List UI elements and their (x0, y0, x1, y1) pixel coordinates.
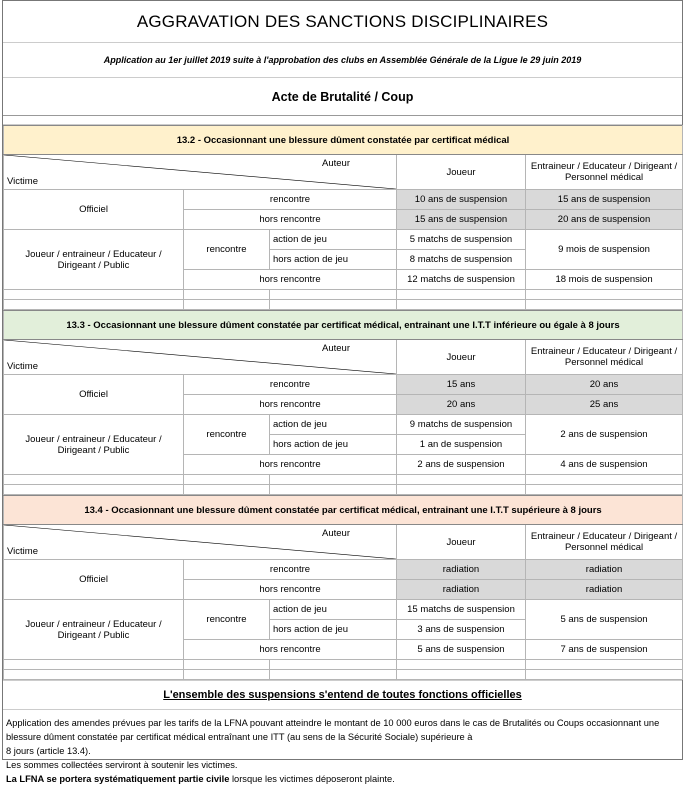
auteur-victime-header (4, 525, 397, 560)
spacer-cell (270, 475, 397, 485)
auteur-victime-header (4, 340, 397, 375)
sanction-table (3, 125, 683, 310)
spacer-cell (526, 300, 683, 310)
notes-heading: L'ensemble des suspensions s'entend de toutes fonctions officielles (3, 680, 682, 710)
cell-value: radiation (397, 560, 526, 580)
joueur-column-header: Joueur (397, 155, 526, 190)
entraineur-column-header: Entraineur / Educateur / Dirigeant / Personnel médical (526, 340, 683, 375)
entraineur-column-header: Entraineur / Educateur / Dirigeant / Personnel médical (526, 155, 683, 190)
sanction-table (3, 495, 683, 680)
spacer-cell (184, 300, 270, 310)
section-header-row (4, 126, 683, 155)
section-header: 13.3 - Occasionnant une blessure dûment constatée par certificat médical, entrainant une I.T.T inférieure ou égale à 8 jours (4, 311, 683, 340)
cell-value: 4 ans de suspension (526, 455, 683, 475)
cell-value: 15 ans de suspension (526, 190, 683, 210)
auteur-label: Auteur (322, 343, 350, 354)
auteur-label: Auteur (322, 158, 350, 169)
cell-value: 2 ans de suspension (397, 455, 526, 475)
note-text: 8 jours (article 13.4). (6, 746, 91, 756)
auteur-label: Auteur (322, 528, 350, 539)
cell-value: 18 mois de suspension (526, 270, 683, 290)
page-subtitle: Application au 1er juillet 2019 suite à l'approbation des clubs en Assemblée Générale de la Ligue le 29 juin 2019 (3, 43, 682, 78)
spacer-cell (270, 670, 397, 680)
spacer-cell (4, 485, 184, 495)
rencontre-label: rencontre (184, 560, 397, 580)
table-row (4, 600, 683, 620)
spacer-cell (526, 660, 683, 670)
cell-value: 15 ans (397, 375, 526, 395)
victime-label: Victime (7, 361, 38, 372)
officiel-label: Officiel (4, 375, 184, 415)
cell-value: 20 ans de suspension (526, 210, 683, 230)
cell-value: radiation (526, 560, 683, 580)
spacer-cell (397, 300, 526, 310)
spacer-cell (270, 660, 397, 670)
note-line (6, 744, 679, 758)
hors-rencontre-label: hors rencontre (184, 395, 397, 415)
cell-value: 15 ans de suspension (397, 210, 526, 230)
spacer-cell (270, 485, 397, 495)
hors-action-jeu-label: hors action de jeu (270, 250, 397, 270)
column-header-row (4, 155, 683, 190)
rencontre-label: rencontre (184, 375, 397, 395)
cell-value: 3 ans de suspension (397, 620, 526, 640)
entraineur-column-header: Entraineur / Educateur / Dirigeant / Personnel médical (526, 525, 683, 560)
sanction-table (3, 310, 683, 495)
table-row (4, 560, 683, 580)
section-header-row (4, 311, 683, 340)
spacer-cell (397, 660, 526, 670)
spacer-cell (4, 300, 184, 310)
hors-rencontre-label: hors rencontre (184, 640, 397, 660)
spacer-cell (270, 290, 397, 300)
spacer-cell (526, 670, 683, 680)
rencontre-label: rencontre (184, 415, 270, 455)
hors-rencontre-label: hors rencontre (184, 210, 397, 230)
spacer-cell (526, 485, 683, 495)
auteur-victime-header (4, 155, 397, 190)
section-header: 13.4 - Occasionnant une blessure dûment constatée par certificat médical, entrainant une I.T.T supérieure à 8 jours (4, 496, 683, 525)
cell-value: 20 ans (397, 395, 526, 415)
note-line (6, 772, 679, 786)
act-title: Acte de Brutalité / Coup (3, 78, 682, 116)
spacer-cell (397, 475, 526, 485)
cell-value: 8 matchs de suspension (397, 250, 526, 270)
action-jeu-label: action de jeu (270, 230, 397, 250)
table-row (4, 375, 683, 395)
victime-label: Victime (7, 176, 38, 187)
joueur-column-header: Joueur (397, 340, 526, 375)
note-text: Application des amendes prévues par les tarifs de la LFNA pouvant atteindre le montant de 10 000 euros dans le cas de Brutalités ou Coups occasionnant une blessure dûment constatée par certificat médical entraînant une ITT (au sens de la Sécurité Sociale) supérieure à (6, 718, 660, 742)
spacer-cell (184, 475, 270, 485)
note-text: lorsque les victimes déposeront plainte. (229, 774, 395, 784)
spacer-cell (184, 485, 270, 495)
cell-value: 12 matchs de suspension (397, 270, 526, 290)
spacer-cell (526, 290, 683, 300)
spacer-row (4, 475, 683, 485)
cell-value: 20 ans (526, 375, 683, 395)
rencontre-label: rencontre (184, 600, 270, 640)
action-jeu-label: action de jeu (270, 600, 397, 620)
spacer-row (4, 300, 683, 310)
page-title: AGGRAVATION DES SANCTIONS DISCIPLINAIRES (3, 1, 682, 43)
sections-container (3, 125, 682, 680)
victime-label: Victime (7, 546, 38, 557)
hors-rencontre-label: hors rencontre (184, 270, 397, 290)
cell-value: 25 ans (526, 395, 683, 415)
spacer-cell (397, 290, 526, 300)
cell-value: 5 ans de suspension (526, 600, 683, 640)
section-header: 13.2 - Occasionnant une blessure dûment constatée par certificat médical (4, 126, 683, 155)
cell-value: 1 an de suspension (397, 435, 526, 455)
officiel-label: Officiel (4, 190, 184, 230)
joueur-public-label: Joueur / entraineur / Educateur / Dirigeant / Public (4, 600, 184, 660)
section-header-row (4, 496, 683, 525)
cell-value: 9 mois de suspension (526, 230, 683, 270)
note-line (6, 716, 679, 744)
cell-value: 2 ans de suspension (526, 415, 683, 455)
officiel-label: Officiel (4, 560, 184, 600)
hors-action-jeu-label: hors action de jeu (270, 620, 397, 640)
joueur-public-label: Joueur / entraineur / Educateur / Dirigeant / Public (4, 415, 184, 475)
hors-rencontre-label: hors rencontre (184, 455, 397, 475)
note-line (6, 758, 679, 772)
rencontre-label: rencontre (184, 190, 397, 210)
column-header-row (4, 525, 683, 560)
cell-value: 15 matchs de suspension (397, 600, 526, 620)
spacer-cell (4, 660, 184, 670)
spacer-cell (4, 475, 184, 485)
spacer-cell (184, 290, 270, 300)
hors-action-jeu-label: hors action de jeu (270, 435, 397, 455)
spacer-row (4, 290, 683, 300)
spacer-row (4, 660, 683, 670)
spacer-cell (4, 670, 184, 680)
cell-value: 10 ans de suspension (397, 190, 526, 210)
spacer (3, 116, 682, 125)
cell-value: radiation (397, 580, 526, 600)
spacer-row (4, 485, 683, 495)
rencontre-label: rencontre (184, 230, 270, 270)
spacer-cell (397, 485, 526, 495)
table-row (4, 415, 683, 435)
action-jeu-label: action de jeu (270, 415, 397, 435)
cell-value: 5 ans de suspension (397, 640, 526, 660)
cell-value: radiation (526, 580, 683, 600)
spacer-cell (184, 670, 270, 680)
cell-value: 5 matchs de suspension (397, 230, 526, 250)
spacer-cell (184, 660, 270, 670)
spacer-cell (4, 290, 184, 300)
table-row (4, 230, 683, 250)
note-text: Les sommes collectées serviront à soutenir les victimes. (6, 760, 238, 770)
table-row (4, 190, 683, 210)
hors-rencontre-label: hors rencontre (184, 580, 397, 600)
spacer-cell (526, 475, 683, 485)
column-header-row (4, 340, 683, 375)
spacer-cell (397, 670, 526, 680)
notes-block (3, 710, 682, 786)
joueur-public-label: Joueur / entraineur / Educateur / Dirigeant / Public (4, 230, 184, 290)
note-bold-text: La LFNA se portera systématiquement partie civile (6, 774, 230, 784)
joueur-column-header: Joueur (397, 525, 526, 560)
cell-value: 7 ans de suspension (526, 640, 683, 660)
cell-value: 9 matchs de suspension (397, 415, 526, 435)
document-sheet (2, 0, 683, 784)
spacer-row (4, 670, 683, 680)
spacer-cell (270, 300, 397, 310)
